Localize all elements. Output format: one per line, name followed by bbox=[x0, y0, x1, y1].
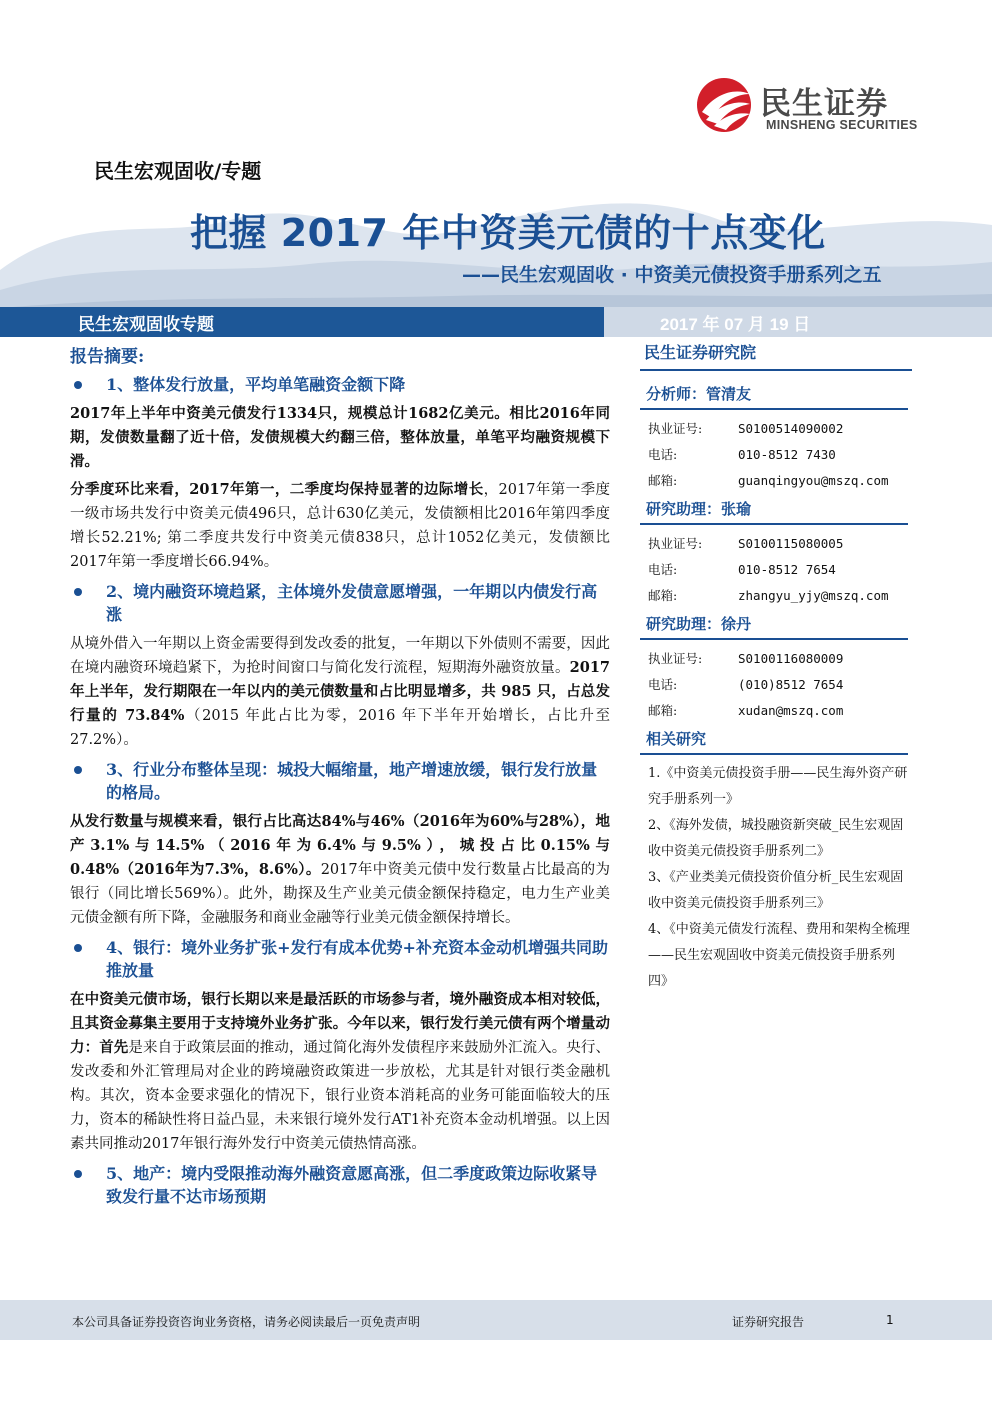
paragraph-bold-text: 从发行数量与规模来看，银行占比高达84%与46%（2016年为60%与28%），地产3.1%与14.5%（2016年为6.4%与9.5%），城投占比0.15%与0.48%（2016年为7.3%，8.6%）。 bbox=[70, 813, 610, 878]
summary-paragraph bbox=[70, 478, 610, 574]
info-value: S0100116080009 bbox=[738, 651, 844, 666]
bullet-dot-icon bbox=[74, 944, 82, 952]
paragraph-bold-text: 2017年上半年中资美元债发行1334只，规模总计1682亿美元。相比2016年同期，发债数量翻了近十倍，发债规模大约翻三倍，整体放量，单笔平均融资规模下滑。 bbox=[70, 405, 610, 470]
logo-name-en: MINSHENG SECURITIES bbox=[766, 118, 918, 132]
paragraph-text: （2015 年此占比为零，2016 年下半年开始增长，占比升至 27.2%）。 bbox=[70, 708, 610, 748]
info-key: 邮箱: bbox=[648, 703, 678, 718]
institute-name: 民生证券研究院 bbox=[640, 340, 912, 371]
summary-column bbox=[70, 342, 610, 1214]
paragraph-text: ，2017年第一季度一级市场共发行中资美元债496只，总计630亿美元，发债额相比2016年第四季度增长52.21%; 第二季度共发行中资美元债838只，总计1052亿美元，发债额比2017年第一季度增长66.94%。 bbox=[70, 482, 610, 570]
analyst-info-row bbox=[640, 468, 910, 494]
summary-bullet bbox=[70, 758, 610, 804]
paragraph-text: 从境外借入一年期以上资金需要得到发改委的批复，一年期以下外债则不需要，因此在境内融资环境趋紧下，为抢时间窗口与简化发行流程，短期海外融资放量。 bbox=[70, 636, 610, 676]
info-value: 010-8512 7430 bbox=[738, 447, 836, 462]
summary-paragraph bbox=[70, 632, 610, 752]
band-label: 民生宏观固收专题 bbox=[78, 315, 214, 335]
analyst-info-row bbox=[640, 672, 910, 698]
paragraph-bold-text: 2017 年上半年，发行期限在一年以内的美元债数量和占比明显增多，共 985 只，占总发行量的 73.84% bbox=[70, 659, 610, 724]
info-key: 执业证号: bbox=[648, 421, 703, 436]
analyst-info-row bbox=[640, 583, 910, 609]
report-date: 2017 年 07 月 19 日 bbox=[660, 315, 811, 334]
bullet-dot-icon bbox=[74, 381, 82, 389]
analyst-title: 研究助理：徐丹 bbox=[640, 609, 908, 640]
info-value: 010-8512 7654 bbox=[738, 562, 836, 577]
footer-disclaimer: 本公司具备证券投资咨询业务资格，请务必阅读最后一页免责声明 bbox=[72, 1315, 421, 1329]
paragraph-bold-text: 在中资美元债市场，银行长期以来是最活跃的市场参与者，境外融资成本相对较低，且其资金募集主要用于支持境外业务扩张。今年以来，银行发行美元债有两个增量动力：首先 bbox=[70, 991, 610, 1056]
info-value[interactable]: guanqingyou@mszq.com bbox=[738, 473, 889, 488]
related-research-item[interactable]: 3、《产业类美元债投资价值分析_民生宏观固收中资美元债投资手册系列三》 bbox=[648, 870, 904, 911]
logo-name-cn: 民生证券 bbox=[760, 86, 888, 122]
analyst-info-row bbox=[640, 698, 910, 724]
page-title: 把握 2017 年中资美元债的十点变化 bbox=[190, 211, 826, 255]
analyst-info-row bbox=[640, 557, 910, 583]
summary-bullet bbox=[70, 580, 610, 626]
bullet-dot-icon bbox=[74, 766, 82, 774]
summary-bullet bbox=[70, 936, 610, 982]
info-value[interactable]: zhangyu_yjy@mszq.com bbox=[738, 588, 889, 603]
related-research-item[interactable]: 1.《中资美元债投资手册——民生海外资产研究手册系列一》 bbox=[648, 766, 908, 807]
info-key: 邮箱: bbox=[648, 588, 678, 603]
paragraph-text: 是来自于政策层面的推动，通过简化海外发债程序来鼓励外汇流入。央行、发改委和外汇管理局对企业的跨境融资政策进一步放松，尤其是针对银行类金融机构。其次，资本金要求强化的情况下，银行业资本消耗高的业务可能面临较大的压力，资本的稀缺性将日益凸显，未来银行境外发行AT1补充资本金动机增强。以上因素共同推动2017年银行海外发行中资美元债热情高涨。 bbox=[70, 1040, 610, 1152]
page-number: 1 bbox=[886, 1313, 894, 1327]
analyst-column bbox=[640, 340, 910, 995]
bullet-text: 3、行业分布整体呈现：城投大幅缩量，地产增速放缓，银行发行放量的格局。 bbox=[106, 760, 598, 802]
bullet-text: 5、地产：境内受限推动海外融资意愿高涨，但二季度政策边际收紧导致发行量不达市场预期 bbox=[106, 1164, 598, 1206]
analyst-info-row bbox=[640, 531, 910, 557]
info-key: 执业证号: bbox=[648, 536, 703, 551]
related-research-title: 相关研究 bbox=[640, 724, 908, 755]
footer-doc-type: 证券研究报告 bbox=[732, 1315, 805, 1329]
analyst-info-row bbox=[640, 416, 910, 442]
related-research-item[interactable]: 2、《海外发债，城投融资新突破_民生宏观固收中资美元债投资手册系列二》 bbox=[648, 818, 904, 859]
bullet-text: 4、银行：境外业务扩张+发行有成本优势+补充资本金动机增强共同助推放量 bbox=[106, 938, 608, 980]
summary-paragraph bbox=[70, 988, 610, 1156]
info-value: S0100514090002 bbox=[738, 421, 844, 436]
info-key: 邮箱: bbox=[648, 473, 678, 488]
info-key: 执业证号: bbox=[648, 651, 703, 666]
info-value: (010)8512 7654 bbox=[738, 677, 844, 692]
bullet-dot-icon bbox=[74, 1170, 82, 1178]
analyst-title: 研究助理：张瑜 bbox=[640, 494, 908, 525]
paragraph-bold-text: 分季度环比来看，2017年第一，二季度均保持显著的边际增长 bbox=[70, 481, 484, 498]
page-subtitle: ——民生宏观固收 · 中资美元债投资手册系列之五 bbox=[462, 264, 882, 286]
related-research-item[interactable]: 4、《中资美元债发行流程、费用和架构全梳理——民生宏观固收中资美元债投资手册系列四》 bbox=[648, 922, 910, 989]
bullet-text: 1、整体发行放量，平均单笔融资金额下降 bbox=[106, 375, 406, 394]
summary-bullet bbox=[70, 1162, 610, 1208]
bullet-dot-icon bbox=[74, 588, 82, 596]
summary-paragraph bbox=[70, 810, 610, 930]
summary-paragraph bbox=[70, 402, 610, 474]
info-value: S0100115080005 bbox=[738, 536, 844, 551]
summary-heading: 报告摘要: bbox=[70, 347, 145, 367]
series-label: 民生宏观固收/专题 bbox=[94, 159, 262, 183]
info-key: 电话: bbox=[648, 447, 678, 462]
paragraph-text: 2017年中资美元债中发行数量占比最高的为银行（同比增长569%）。此外，勘探及生产业美元债金额保持稳定，电力生产业美元债金额有所下降，金融服务和商业金融等行业美元债金额保持增长。 bbox=[70, 862, 610, 926]
info-value[interactable]: xudan@mszq.com bbox=[738, 703, 844, 718]
summary-bullet bbox=[70, 373, 610, 396]
analyst-info-row bbox=[640, 442, 910, 468]
analyst-info-row bbox=[640, 646, 910, 672]
bullet-text: 2、境内融资环境趋紧，主体境外发债意愿增强，一年期以内债发行高涨 bbox=[106, 582, 598, 624]
info-key: 电话: bbox=[648, 677, 678, 692]
info-key: 电话: bbox=[648, 562, 678, 577]
analyst-title: 分析师：管清友 bbox=[640, 379, 908, 410]
